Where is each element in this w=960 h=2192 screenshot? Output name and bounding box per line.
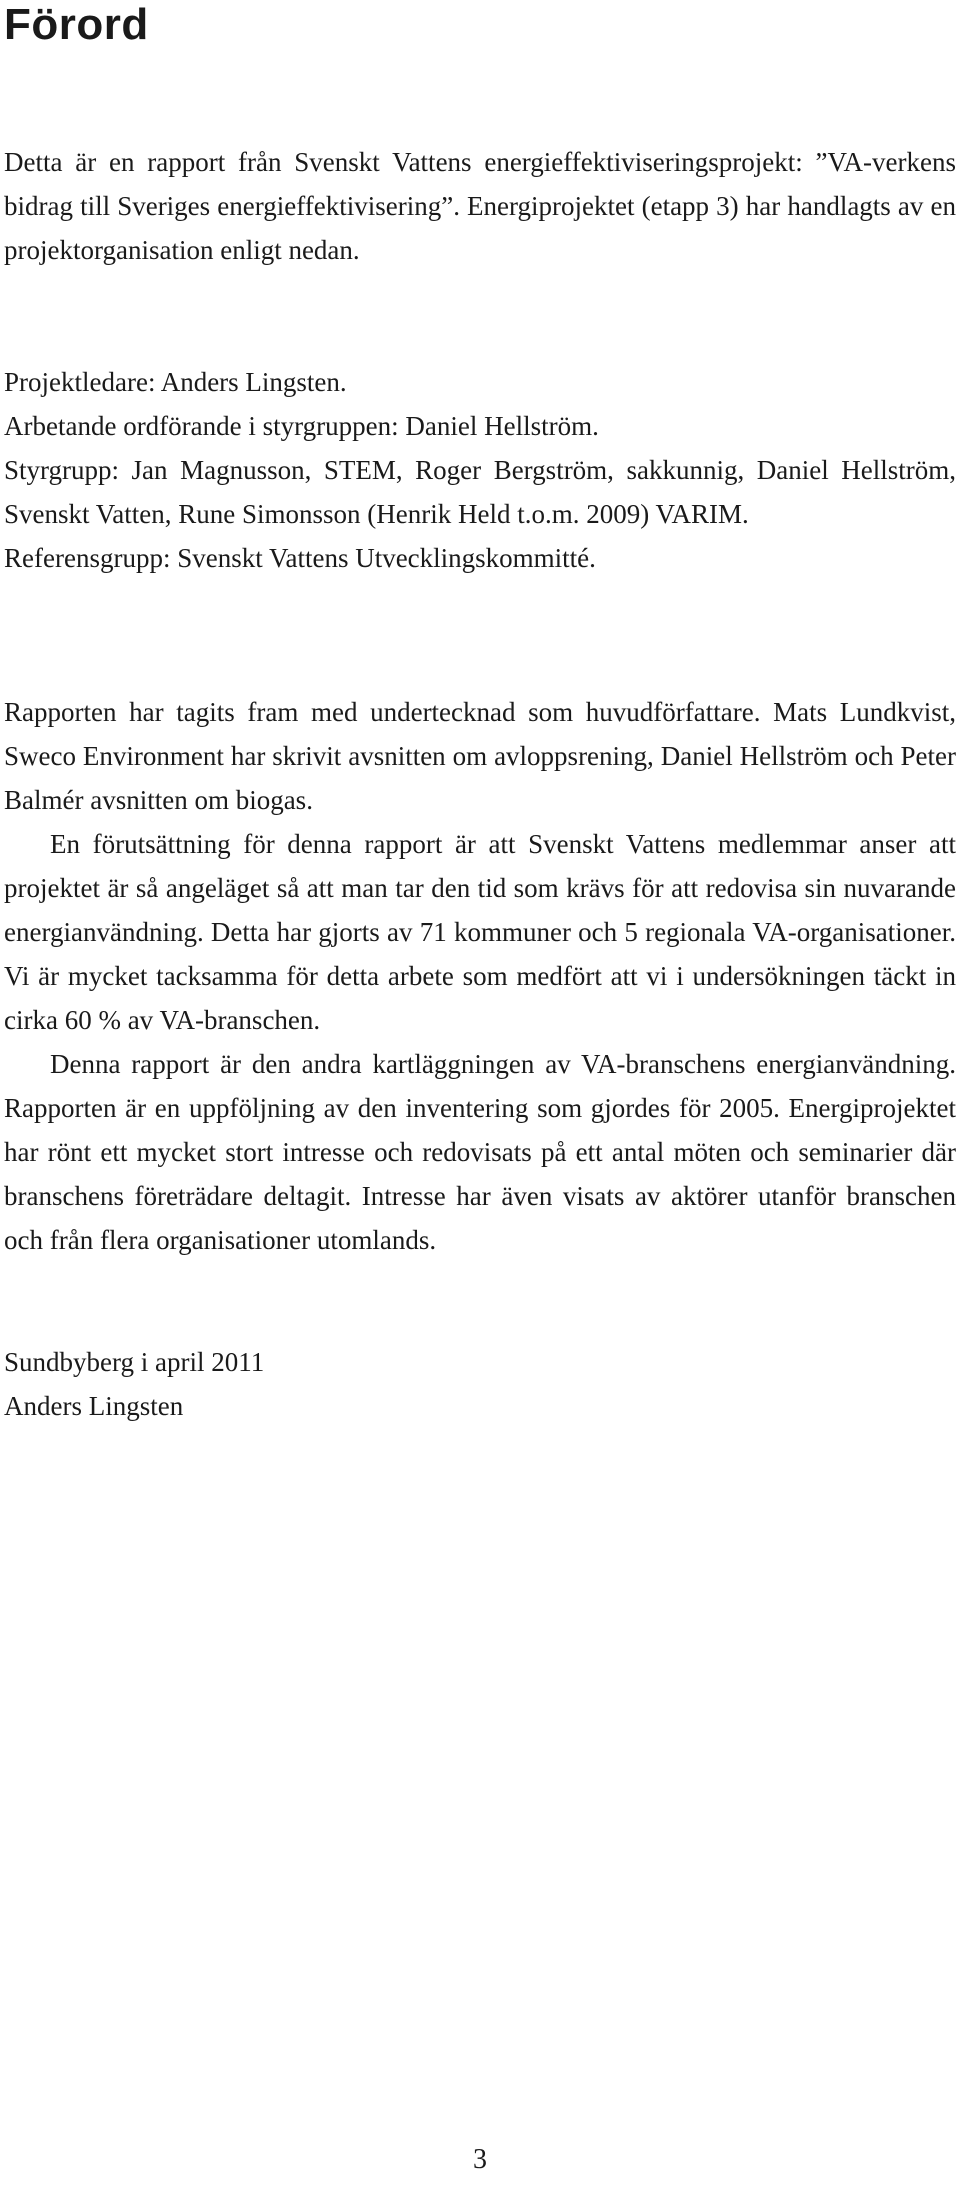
project-leader: Projektledare: Anders Lingsten. [4,367,347,397]
page-number: 3 [473,2144,487,2175]
acting-chair: Arbetande ordförande i styrgruppen: Daniel Hellström. [4,411,599,441]
steering-group: Styrgrupp: Jan Magnusson, STEM, Roger Bergström, sakkunnig, Daniel Hellström, Svenskt Vatten, Rune Simonsson (Henrik Held t.o.m. 2009) VARIM. [4,455,956,529]
signature-block [4,1340,956,1428]
signature-name: Anders Lingsten [4,1391,184,1421]
survey-paragraph: Denna rapport är den andra kartläggningen av VA-branschens energianvändning. Rapporten är en uppföljning av den inventering som gjordes för 2005. Energiprojektet har rönt ett mycket stort intresse och redovisats på ett antal möten och seminarier där branschens företrädare deltagit. Intresse har även visats av aktörer utanför branschen och från flera organisationer utomlands. [4,1049,956,1255]
body-text [4,690,956,1262]
organisation-block [4,360,956,580]
signature-place-date: Sundbyberg i april 2011 [4,1347,265,1377]
members-paragraph: En förutsättning för denna rapport är att Svenskt Vattens medlemmar anser att projektet är så angeläget så att man tar den tid som krävs för att redovisa sin nuvarande energianvändning. Detta har gjorts av 71 kommuner och 5 regionala VA-organisationer. Vi är mycket tacksamma för detta arbete som medfört att vi i undersökningen täckt in cirka 60 % av VA-branschen. [4,829,956,1035]
reference-group: Referensgrupp: Svenskt Vattens Utvecklingskommitté. [4,543,596,573]
page-title: Förord [4,0,149,49]
intro-paragraph: Detta är en rapport från Svenskt Vattens energieffektiviseringsprojekt: ”VA-verkens bidrag till Sveriges energieffektivisering”. Energiprojektet (etapp 3) har handlagts av en projektorganisation enligt nedan. [4,147,956,265]
authors-paragraph: Rapporten har tagits fram med undertecknad som huvudförfattare. Mats Lundkvist, Sweco Environment har skrivit avsnitten om avloppsrening, Daniel Hellström och Peter Balmér avsnitten om biogas. [4,697,956,815]
